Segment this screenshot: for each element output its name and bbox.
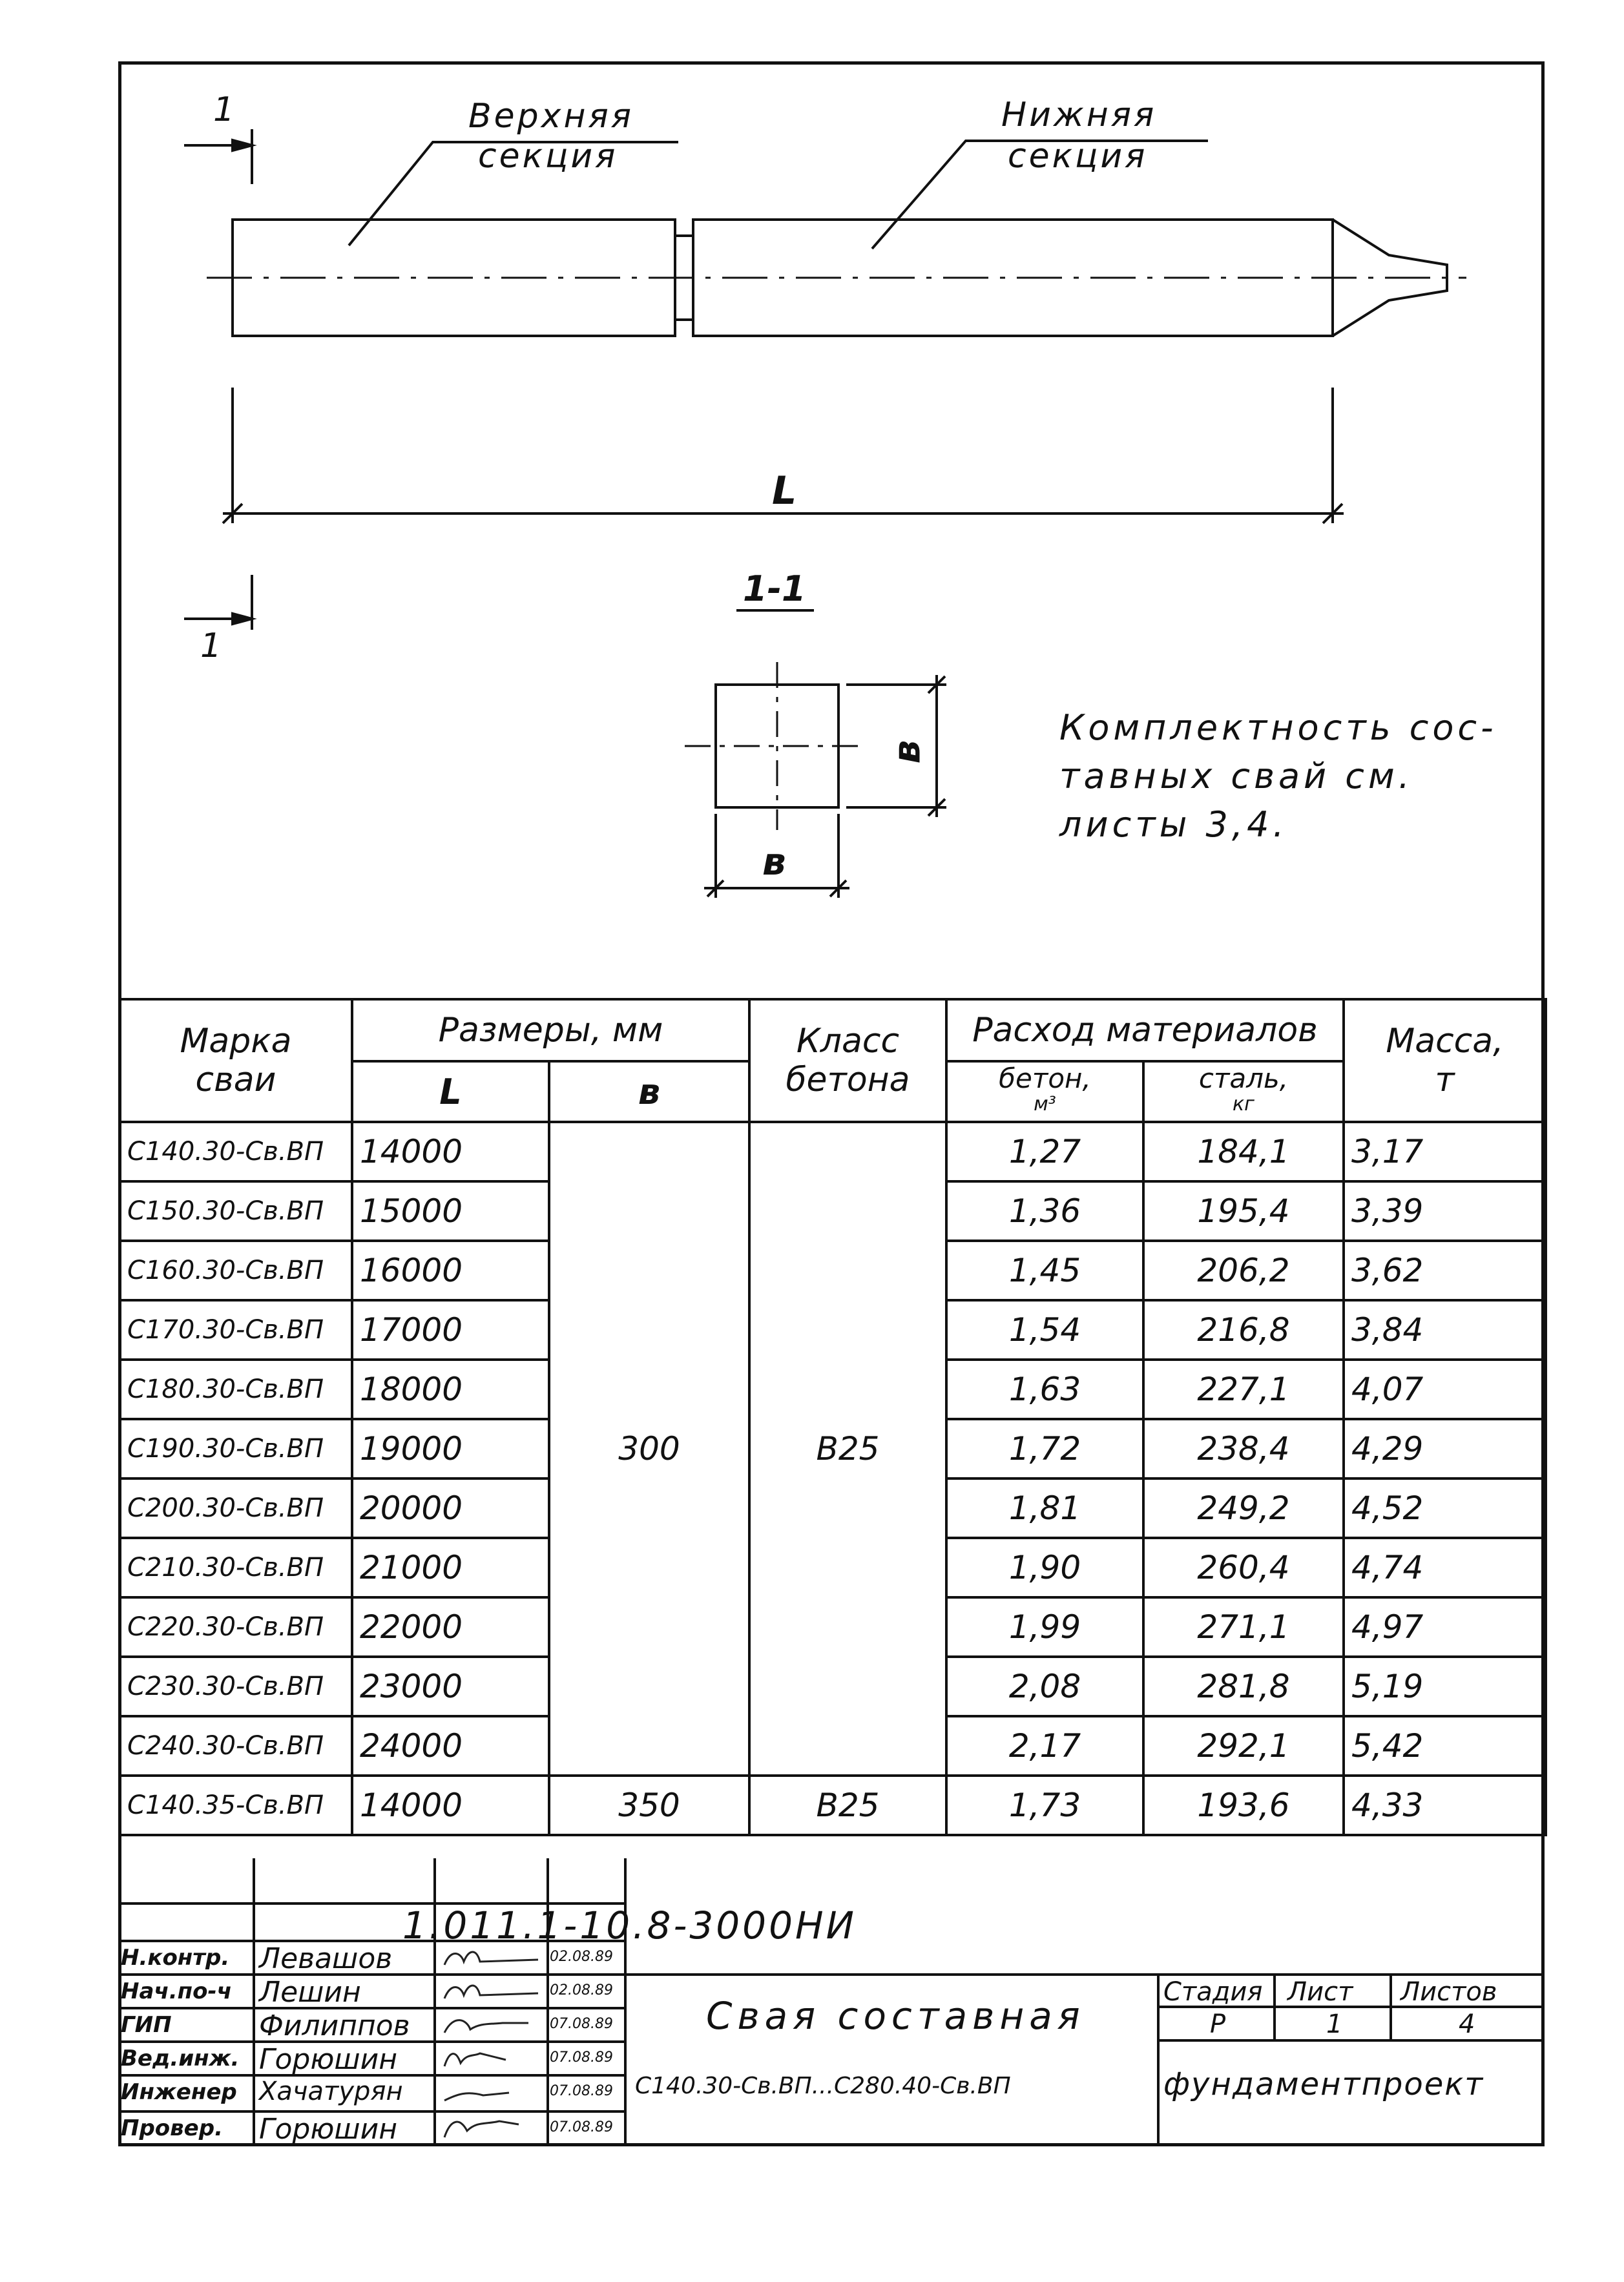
header-mass: Масса, т <box>1344 999 1546 1122</box>
role-label: Вед.инж. <box>121 2046 240 2071</box>
person-name: Горюшин <box>259 2113 398 2146</box>
signatures <box>444 1952 538 2137</box>
cell-mark: С210.30-Св.ВП <box>120 1538 352 1597</box>
cell-length: 23000 <box>352 1657 549 1716</box>
note-line-2: тавных свай см. <box>1059 756 1413 796</box>
header-dim-l: L <box>352 1061 549 1122</box>
title-block <box>118 1858 1545 2146</box>
header-dim-b: в <box>549 1061 749 1122</box>
role-label: ГИП <box>121 2012 172 2038</box>
cell-class: B25 <box>749 1776 946 1835</box>
header-materials: Расход материалов <box>946 999 1344 1061</box>
role-label: Инженер <box>121 2079 237 2105</box>
length-label: L <box>772 468 797 513</box>
role-label: Н.контр. <box>121 1945 230 1971</box>
cell-mass: 5,42 <box>1344 1716 1546 1776</box>
cell-concrete: 1,73 <box>946 1776 1143 1835</box>
cell-length: 15000 <box>352 1181 549 1241</box>
cell-mark: С170.30-Св.ВП <box>120 1300 352 1360</box>
cell-mass: 4,07 <box>1344 1360 1546 1419</box>
sign-date: 02.08.89 <box>550 1982 613 1998</box>
cell-length: 19000 <box>352 1419 549 1478</box>
document-code: 1.011.1-10.8-3000НИ <box>402 1903 857 1947</box>
table-row <box>120 1122 1546 1181</box>
cell-length: 16000 <box>352 1241 549 1300</box>
cell-mass: 3,39 <box>1344 1181 1546 1241</box>
sheet-title: Свая составная <box>706 1994 1085 2038</box>
cell-steel: 216,8 <box>1143 1300 1344 1360</box>
cell-concrete: 1,81 <box>946 1478 1143 1538</box>
cell-mark: С190.30-Св.ВП <box>120 1419 352 1478</box>
cell-mark: С140.35-Св.ВП <box>120 1776 352 1835</box>
cell-concrete: 1,63 <box>946 1360 1143 1419</box>
cell-mass: 3,84 <box>1344 1300 1546 1360</box>
person-name: Горюшин <box>259 2043 398 2076</box>
cell-mass: 4,97 <box>1344 1597 1546 1657</box>
note-line-3: листы 3,4. <box>1059 804 1288 845</box>
cell-mark: С160.30-Св.ВП <box>120 1241 352 1300</box>
section-mark-bottom: 1 <box>200 627 222 665</box>
cell-mark: С180.30-Св.ВП <box>120 1360 352 1419</box>
sign-date: 07.08.89 <box>550 2119 613 2135</box>
cell-steel: 238,4 <box>1143 1419 1344 1478</box>
cell-mark: С220.30-Св.ВП <box>120 1597 352 1657</box>
cell-concrete: 1,99 <box>946 1597 1143 1657</box>
spec-table <box>118 998 1547 1836</box>
cross-section-title: 1-1 <box>743 568 806 609</box>
cell-concrete: 2,17 <box>946 1716 1143 1776</box>
cell-steel: 281,8 <box>1143 1657 1344 1716</box>
lower-section-label-2: секция <box>1008 137 1148 176</box>
cell-concrete: 1,54 <box>946 1300 1143 1360</box>
cell-concrete: 1,36 <box>946 1181 1143 1241</box>
cell-concrete: 1,72 <box>946 1419 1143 1478</box>
cell-length: 21000 <box>352 1538 549 1597</box>
cell-mark: С230.30-Св.ВП <box>120 1657 352 1716</box>
sheet-subtitle: С140.30-Св.ВП...С280.40-Св.ВП <box>635 2073 1011 2099</box>
side-label-vertical: в <box>884 740 929 764</box>
cell-steel: 227,1 <box>1143 1360 1344 1419</box>
role-label: Нач.по-ч <box>121 1978 232 2004</box>
cell-mass: 4,52 <box>1344 1478 1546 1538</box>
cell-b: 350 <box>549 1776 749 1835</box>
stage-value: Р <box>1210 2009 1226 2039</box>
sheets-header: Листов <box>1400 1977 1497 2007</box>
person-name: Филиппов <box>259 2009 410 2042</box>
cell-steel: 260,4 <box>1143 1538 1344 1597</box>
cell-steel: 249,2 <box>1143 1478 1344 1538</box>
cell-mark: С150.30-Св.ВП <box>120 1181 352 1241</box>
cell-steel: 193,6 <box>1143 1776 1344 1835</box>
cell-length: 24000 <box>352 1716 549 1776</box>
pile-drawing <box>0 0 1624 998</box>
cell-mark: С140.30-Св.ВП <box>120 1122 352 1181</box>
cell-steel: 184,1 <box>1143 1122 1344 1181</box>
cell-class-merged: B25 <box>749 1122 946 1776</box>
cell-mass: 3,62 <box>1344 1241 1546 1300</box>
header-mark: Марка сваи <box>120 999 352 1122</box>
side-label-horizontal: в <box>762 840 786 884</box>
header-concrete: бетон, м³ <box>946 1061 1143 1122</box>
sheet-value: 1 <box>1326 2009 1343 2039</box>
cell-length: 17000 <box>352 1300 549 1360</box>
table-row-last <box>120 1776 1546 1835</box>
cell-concrete: 2,08 <box>946 1657 1143 1716</box>
cell-length: 14000 <box>352 1776 549 1835</box>
sheet-header: Лист <box>1287 1977 1353 2007</box>
person-name: Лешин <box>259 1976 361 2009</box>
organization: фундаментпроект <box>1163 2066 1484 2102</box>
cell-steel: 195,4 <box>1143 1181 1344 1241</box>
sign-date: 07.08.89 <box>550 2016 613 2032</box>
cell-concrete: 1,27 <box>946 1122 1143 1181</box>
role-label: Провер. <box>121 2115 223 2141</box>
header-dimensions: Размеры, мм <box>352 999 749 1061</box>
lower-section-label-1: Нижняя <box>1001 96 1157 134</box>
cell-steel: 271,1 <box>1143 1597 1344 1657</box>
cell-length: 14000 <box>352 1122 549 1181</box>
cell-mass: 4,33 <box>1344 1776 1546 1835</box>
cell-mass: 3,17 <box>1344 1122 1546 1181</box>
section-mark-top: 1 <box>213 90 235 129</box>
cell-mass: 4,74 <box>1344 1538 1546 1597</box>
header-steel: сталь, кг <box>1143 1061 1344 1122</box>
note-line-1: Комплектность сос- <box>1059 707 1497 748</box>
cell-mark: С240.30-Св.ВП <box>120 1716 352 1776</box>
cell-mark: С200.30-Св.ВП <box>120 1478 352 1538</box>
cell-length: 22000 <box>352 1597 549 1657</box>
upper-section-label-2: секция <box>478 137 618 176</box>
cell-concrete: 1,90 <box>946 1538 1143 1597</box>
sign-date: 07.08.89 <box>550 2083 613 2099</box>
lower-section-shape <box>693 220 1333 336</box>
cell-mass: 4,29 <box>1344 1419 1546 1478</box>
cell-mass: 5,19 <box>1344 1657 1546 1716</box>
cell-length: 18000 <box>352 1360 549 1419</box>
person-name: Хачатурян <box>259 2077 403 2106</box>
cell-length: 20000 <box>352 1478 549 1538</box>
sheets-value: 4 <box>1459 2009 1475 2039</box>
cell-concrete: 1,45 <box>946 1241 1143 1300</box>
cell-steel: 292,1 <box>1143 1716 1344 1776</box>
sign-date: 07.08.89 <box>550 2049 613 2066</box>
header-class: Класс бетона <box>749 999 946 1122</box>
sign-date: 02.08.89 <box>550 1949 613 1965</box>
cell-b-merged: 300 <box>549 1122 749 1776</box>
person-name: Левашов <box>259 1942 393 1975</box>
stage-header: Стадия <box>1163 1977 1263 2007</box>
upper-section-label-1: Верхняя <box>468 97 634 136</box>
cell-steel: 206,2 <box>1143 1241 1344 1300</box>
